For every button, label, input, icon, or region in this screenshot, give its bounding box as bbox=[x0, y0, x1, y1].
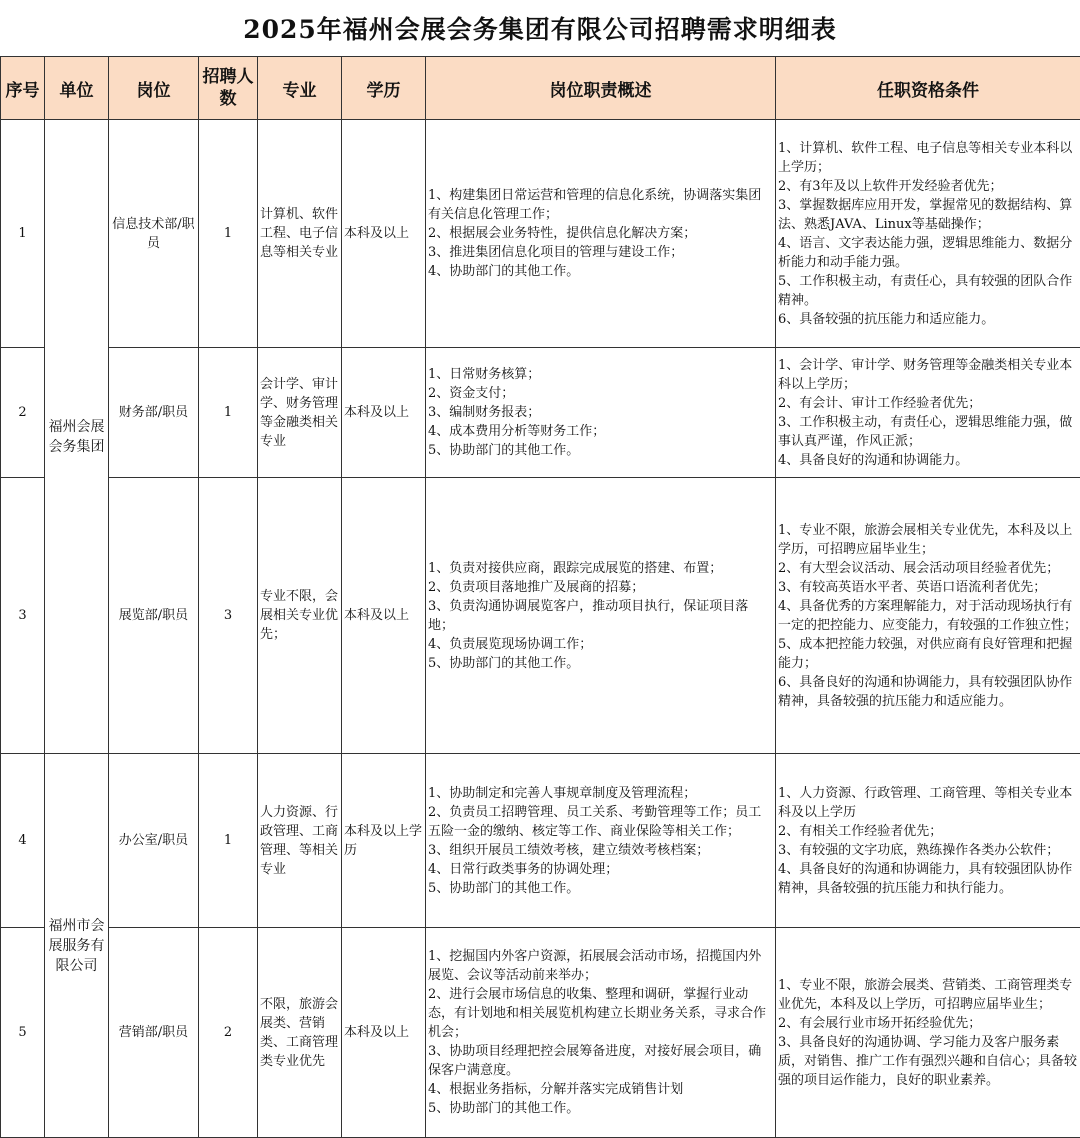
table-row bbox=[1, 754, 1080, 928]
count-cell: 3 bbox=[199, 478, 258, 754]
qualification-line: 3、有较强的文字功底，熟练操作各类办公软件； bbox=[778, 842, 1060, 858]
qualification-line: 3、掌握数据库应用开发，掌握常见的数据结构、算法、熟悉JAVA、Linux等基础操作； bbox=[778, 197, 1073, 232]
row-index: 2 bbox=[1, 348, 45, 478]
recruitment-table bbox=[0, 56, 1080, 1138]
duty-line: 4、根据业务指标，分解并落实完成销售计划 bbox=[428, 1082, 684, 1097]
education-cell: 本科及以上学历 bbox=[342, 754, 426, 928]
duty-line: 5、协助部门的其他工作。 bbox=[428, 880, 580, 896]
count-cell: 2 bbox=[199, 928, 258, 1138]
qualification-line: 2、有大型会议活动、展会活动项目经验者优先； bbox=[778, 560, 1060, 576]
qualification-line: 5、工作积极主动，有责任心，具有较强的团队合作精神。 bbox=[778, 273, 1073, 308]
count-cell: 1 bbox=[199, 348, 258, 478]
major-cell: 专业不限，会展相关专业优先； bbox=[258, 478, 342, 754]
major-cell: 会计学、审计学、财务管理等金融类相关专业 bbox=[258, 348, 342, 478]
qualifications-cell bbox=[776, 754, 1080, 928]
duty-line: 5、协助部门的其他工作。 bbox=[428, 443, 580, 458]
duty-line: 3、负责沟通协调展览客户，推动项目执行，保证项目落地； bbox=[428, 598, 749, 633]
duty-line: 2、进行会展市场信息的收集、整理和调研，掌握行业动态，有计划地和相关展览机构建立长期业务关系，寻求合作机会； bbox=[428, 987, 767, 1040]
position-cell: 信息技术部/职员 bbox=[109, 120, 199, 348]
qualification-line: 2、有会展行业市场开拓经验优先； bbox=[778, 1015, 982, 1031]
table-row bbox=[1, 928, 1080, 1138]
duty-line: 2、负责员工招聘管理、员工关系、考勤管理等工作；员工五险一金的缴纳、核定等工作、商业保险等相关工作； bbox=[428, 804, 762, 839]
position-cell: 展览部/职员 bbox=[109, 478, 199, 754]
qualifications-cell bbox=[776, 120, 1080, 348]
header-education: 学历 bbox=[342, 57, 426, 120]
unit-name: 福州市会展服务有限公司 bbox=[45, 754, 109, 1138]
qualification-line: 1、人力资源、行政管理、工商管理、等相关专业本科及以上学历 bbox=[778, 785, 1073, 820]
table-row bbox=[1, 478, 1080, 754]
education-cell: 本科及以上 bbox=[342, 928, 426, 1138]
header-index: 序号 bbox=[1, 57, 45, 120]
position-cell: 财务部/职员 bbox=[109, 348, 199, 478]
duties-cell bbox=[426, 754, 776, 928]
education-cell: 本科及以上 bbox=[342, 478, 426, 754]
qualification-line: 3、有较高英语水平者、英语口语流利者优先； bbox=[778, 579, 1047, 595]
major-cell: 人力资源、行政管理、工商管理、等相关专业 bbox=[258, 754, 342, 928]
duty-line: 2、根据展会业务特性，提供信息化解决方案； bbox=[428, 226, 697, 241]
qualification-line: 4、具备优秀的方案理解能力，对于活动现场执行有一定的把控能力、应变能力，有较强的工作独立性； bbox=[778, 598, 1078, 633]
header-position: 岗位 bbox=[109, 57, 199, 120]
education-cell: 本科及以上 bbox=[342, 120, 426, 348]
header-row bbox=[1, 57, 1080, 120]
count-cell: 1 bbox=[199, 754, 258, 928]
qualification-line: 2、有相关工作经验者优先； bbox=[778, 823, 943, 839]
header-qualifications: 任职资格条件 bbox=[776, 57, 1080, 120]
duty-line: 1、构建集团日常运营和管理的信息化系统，协调落实集团有关信息化管理工作； bbox=[428, 188, 762, 222]
row-index: 1 bbox=[1, 120, 45, 348]
header-duties: 岗位职责概述 bbox=[426, 57, 776, 120]
position-cell: 办公室/职员 bbox=[109, 754, 199, 928]
duties-cell bbox=[426, 348, 776, 478]
position-cell: 营销部/职员 bbox=[109, 928, 199, 1138]
qualification-line: 4、具备良好的沟通和协调能力，具有较强团队协作精神，具备较强的抗压能力和执行能力。 bbox=[778, 861, 1073, 896]
duty-line: 3、编制财务报表； bbox=[428, 405, 541, 420]
duty-line: 1、负责对接供应商，跟踪完成展览的搭建、布置； bbox=[428, 560, 723, 576]
major-cell: 不限，旅游会展类、营销类、工商管理类专业优先 bbox=[258, 928, 342, 1138]
duty-line: 3、推进集团信息化项目的管理与建设工作； bbox=[428, 245, 684, 260]
qualification-line: 3、具备良好的沟通协调、学习能力及客户服务素质，对销售、推广工作有强烈兴趣和自信心；具备较强的项目运作能力，良好的职业素养。 bbox=[778, 1034, 1078, 1088]
qualification-line: 2、有会计、审计工作经验者优先； bbox=[778, 395, 982, 411]
qualification-line: 1、专业不限，旅游会展类、营销类、工商管理类专业优先，本科及以上学历，可招聘应届毕业生； bbox=[778, 977, 1073, 1012]
duty-line: 1、协助制定和完善人事规章制度及管理流程； bbox=[428, 785, 697, 801]
qualifications-cell bbox=[776, 478, 1080, 754]
duties-cell bbox=[426, 120, 776, 348]
header-major: 专业 bbox=[258, 57, 342, 120]
page-title: 2025年福州会展会务集团有限公司招聘需求明细表 bbox=[0, 0, 1080, 57]
qualification-line: 1、计算机、软件工程、电子信息等相关专业本科以上学历； bbox=[778, 140, 1073, 175]
duty-line: 5、协助部门的其他工作。 bbox=[428, 1101, 580, 1116]
header-count: 招聘人数 bbox=[199, 57, 258, 120]
qualification-line: 1、会计学、审计学、财务管理等金融类相关专业本科以上学历； bbox=[778, 357, 1073, 392]
qualification-line: 6、具备较强的抗压能力和适应能力。 bbox=[778, 311, 995, 327]
row-index: 3 bbox=[1, 478, 45, 754]
major-cell: 计算机、软件工程、电子信息等相关专业 bbox=[258, 120, 342, 348]
duty-line: 4、日常行政类事务的协调处理； bbox=[428, 861, 619, 877]
duty-line: 3、组织开展员工绩效考核，建立绩效考核档案； bbox=[428, 842, 710, 858]
qualifications-cell bbox=[776, 928, 1080, 1138]
qualification-line: 3、工作积极主动，有责任心，逻辑思维能力强，做事认真严谨，作风正派； bbox=[778, 414, 1073, 449]
qualification-line: 4、具备良好的沟通和协调能力。 bbox=[778, 452, 969, 468]
duty-line: 2、负责项目落地推广及展商的招募； bbox=[428, 579, 645, 595]
duty-line: 5、协助部门的其他工作。 bbox=[428, 655, 580, 671]
qualifications-cell bbox=[776, 348, 1080, 478]
duty-line: 1、日常财务核算； bbox=[428, 367, 541, 382]
table-row bbox=[1, 120, 1080, 348]
duty-line: 4、负责展览现场协调工作； bbox=[428, 636, 593, 652]
table-row bbox=[1, 348, 1080, 478]
count-cell: 1 bbox=[199, 120, 258, 348]
duty-line: 3、协助项目经理把控会展筹备进度，对接好展会项目，确保客户满意度。 bbox=[428, 1044, 762, 1078]
duties-cell bbox=[426, 478, 776, 754]
header-unit: 单位 bbox=[45, 57, 109, 120]
qualification-line: 6、具备良好的沟通和协调能力，具有较强团队协作精神，具备较强的抗压能力和适应能力。 bbox=[778, 674, 1073, 709]
duty-line: 4、协助部门的其他工作。 bbox=[428, 264, 580, 279]
qualification-line: 1、专业不限，旅游会展相关专业优先，本科及以上学历，可招聘应届毕业生； bbox=[778, 522, 1073, 557]
education-cell: 本科及以上 bbox=[342, 348, 426, 478]
duty-line: 4、成本费用分析等财务工作； bbox=[428, 424, 606, 439]
duty-line: 1、挖掘国内外客户资源，拓展展会活动市场，招揽国内外展览、会议等活动前来举办； bbox=[428, 949, 762, 983]
qualification-line: 4、语言、文字表达能力强，逻辑思维能力、数据分析能力和动手能力强。 bbox=[778, 235, 1073, 270]
row-index: 5 bbox=[1, 928, 45, 1138]
duties-cell bbox=[426, 928, 776, 1138]
row-index: 4 bbox=[1, 754, 45, 928]
qualification-line: 5、成本把控能力较强，对供应商有良好管理和把握能力； bbox=[778, 636, 1073, 671]
qualification-line: 2、有3年及以上软件开发经验者优先； bbox=[778, 178, 1003, 194]
duty-line: 2、资金支付； bbox=[428, 386, 515, 401]
unit-name: 福州会展会务集团 bbox=[45, 120, 109, 754]
